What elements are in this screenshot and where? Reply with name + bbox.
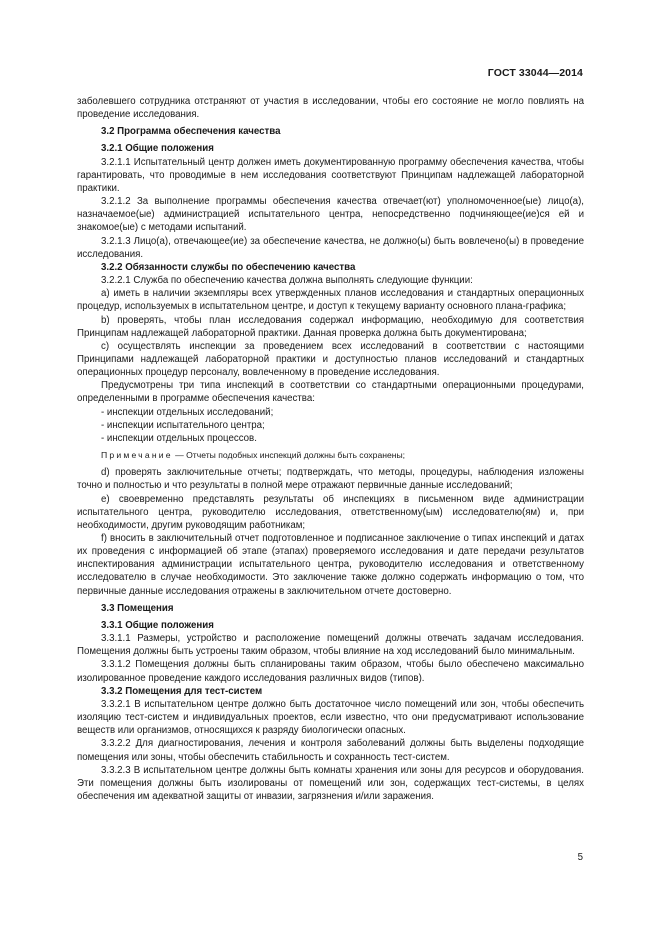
list-item-f: f) вносить в заключительный отчет подготовленное и подписанное заключение о типах инспекций и датах их проведения с информацией об этапе (этапах) проверяемого исследования и дате передачи результатов инспектирования администрации испытательного центра, руководителю исследования и ответственному исследователю в случае необходимости. Это заключение также должно содержать информацию о том, что первичные данные исследования отражены в заключительном отчете достоверно. [77, 533, 584, 597]
clause-3-3-1-2: 3.3.1.2 Помещения должны быть спланированы таким образом, чтобы было обеспечено максимально изолированное проведение каждого исследования различных видов (типов). [77, 659, 584, 684]
section-heading-3-2: 3.2 Программа обеспечения качества [101, 126, 281, 138]
clause-3-2-2-1: 3.2.2.1 Служба по обеспечению качества должна выполнять следующие функции: [101, 275, 473, 287]
clause-3-2-1-1: 3.2.1.1 Испытательный центр должен иметь документированную программу обеспечения качества, чтобы гарантировать, что проводимые в нем исследования соответствуют Принципам надлежащей лабораторной практики. [77, 156, 584, 194]
subsection-heading-3-2-1: 3.2.1 Общие положения [101, 143, 214, 155]
list-item-a: а) иметь в наличии экземпляры всех утвержденных планов исследования и стандартных операционных процедур, используемых в испытательном центре, и доступ к текущему варианту основного плана-графика; [77, 288, 584, 313]
section-heading-3-3: 3.3 Помещения [101, 602, 174, 614]
dash-item-3: - инспекции отдельных процессов. [101, 432, 257, 444]
note-text: — Отчеты подобных инспекций должны быть сохранены; [172, 450, 406, 461]
clause-3-3-2-1: 3.3.2.1 В испытательном центре должно быть достаточное число помещений или зон, чтобы обеспечить изоляцию тест-систем и индивидуальных проектов, если известно, что они предусматривают использование веществ или организмов, относящихся к разряду биологически опасных. [77, 698, 584, 737]
subsection-heading-3-3-2: 3.3.2 Помещения для тест-систем [101, 685, 263, 697]
note [77, 449, 584, 462]
clause-3-2-1-3: 3.2.1.3 Лицо(а), отвечающее(ие) за обеспечение качества, не должно(ы) быть вовлечено(ы) в проведение исследования. [77, 235, 584, 260]
page-number: 5 [577, 852, 583, 863]
subsection-heading-3-3-1: 3.3.1 Общие положения [101, 619, 214, 631]
paragraph-continuation: заболевшего сотрудника отстраняют от участия в исследовании, чтобы его состояние не могло повлиять на проведение исследования. [77, 96, 584, 121]
list-item-b: b) проверять, чтобы план исследования содержал информацию, необходимую для соответствия Принципам надлежащей лабораторной практики. Данная проверка должна быть документирована; [77, 314, 584, 339]
paragraph-inspections: Предусмотрены три типа инспекций в соответствии со стандартными операционными процедурами, определенными в программе обеспечения качества: [77, 380, 584, 405]
document-number: ГОСТ 33044—2014 [487, 67, 583, 79]
subsection-heading-3-2-2: 3.2.2 Обязанности службы по обеспечению качества [101, 261, 356, 273]
document-body [77, 95, 584, 803]
clause-3-3-2-3: 3.3.2.3 В испытательном центре должны быть комнаты хранения или зоны для ресурсов и оборудования. Эти помещения должны быть изолированы от помещений или зон, содержащих тест-системы, в целях обеспечения им адекватной защиты от инвазии, загрязнения и/или заражения. [77, 764, 584, 802]
list-item-c: c) осуществлять инспекции за проведением всех исследований в соответствии с настоящими Принципами надлежащей лабораторной практики и доступностью планов исследований и стандартных операционных процедур персоналу, вовлеченному в проведение исследования. [77, 340, 584, 379]
dash-item-2: - инспекции испытательного центра; [101, 419, 265, 431]
note-label: Примечание [101, 450, 173, 461]
dash-item-1: - инспекции отдельных исследований; [101, 406, 274, 418]
clause-3-3-1-1: 3.3.1.1 Размеры, устройство и расположение помещений должны отвечать задачам исследования. Помещения должны быть устроены таким образом, чтобы влияние на ход исследований было минимальным. [77, 633, 584, 658]
list-item-e: e) своевременно представлять результаты об инспекциях в письменном виде администрации испытательного центра, руководителю исследования, ответственному(ым) исследователю(ям) и, при необходимости, другим руководящим работникам; [77, 493, 584, 531]
clause-3-2-1-2: 3.2.1.2 За выполнение программы обеспечения качества отвечает(ют) уполномоченное(ые) лицо(а), назначаемое(ые) администрацией испытательного центра, непосредственно подчиняющее(ие)ся ей и знакомое(ые) с методами испытаний. [77, 196, 584, 234]
clause-3-3-2-2: 3.3.2.2 Для диагностирования, лечения и контроля заболеваний должны быть выделены подходящие помещения или зоны, чтобы обеспечить стабильность и сохранность тест-систем. [77, 738, 584, 763]
list-item-d: d) проверять заключительные отчеты; подтверждать, что методы, процедуры, наблюдения изложены точно и полностью и что результаты в полной мере отражают первичные данные исследований; [77, 467, 584, 492]
